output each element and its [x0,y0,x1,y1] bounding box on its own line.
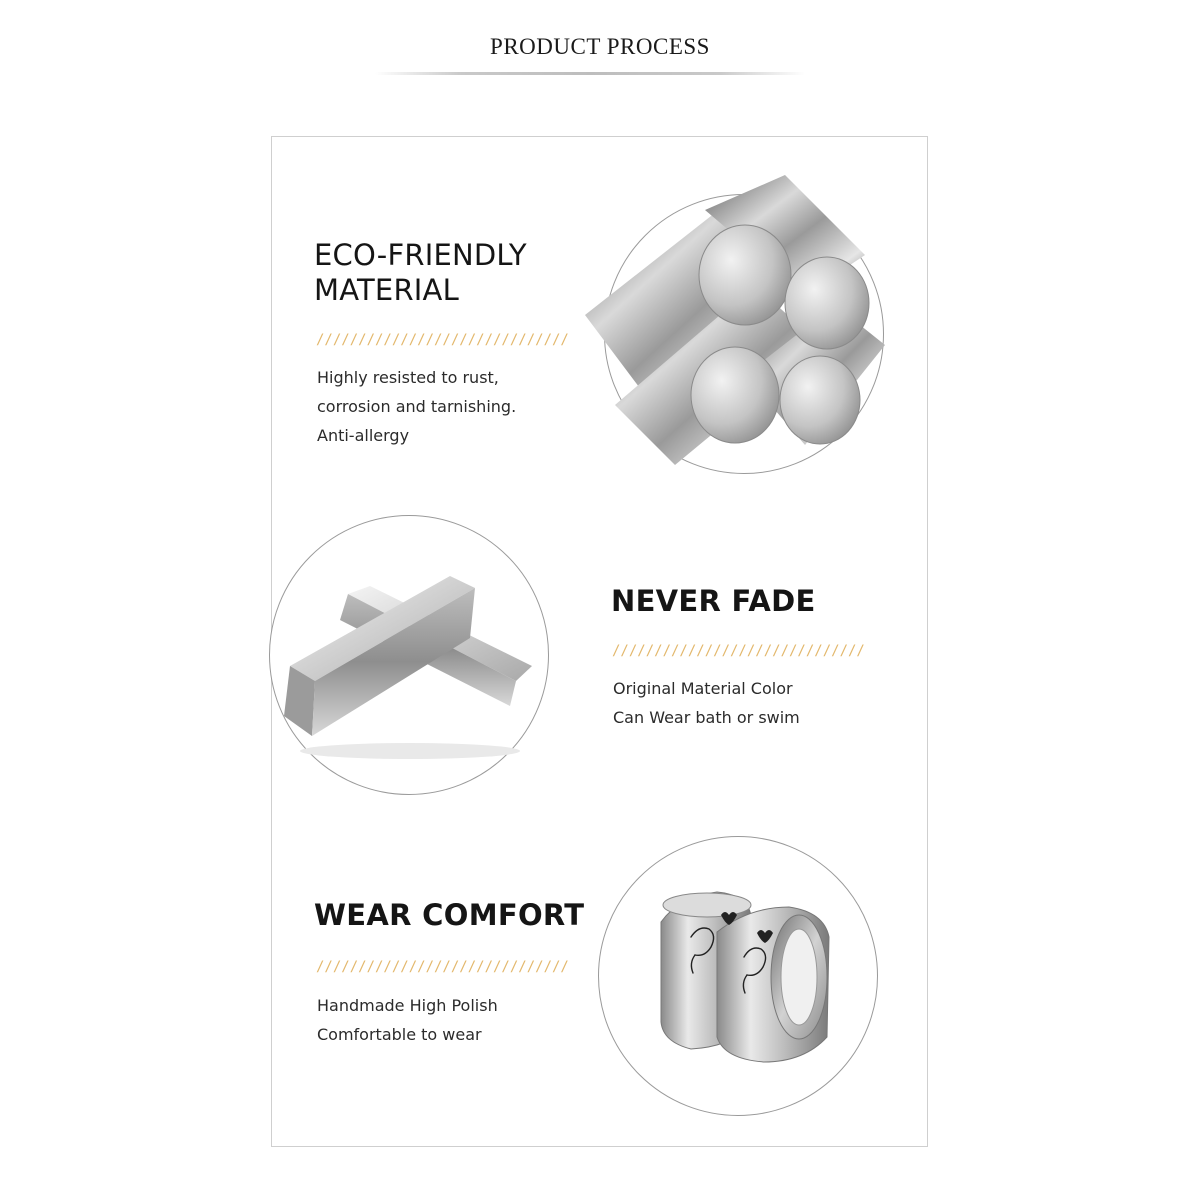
metal-ingots-image [269,515,549,795]
description-line: Comfortable to wear [317,1025,482,1044]
description-line: corrosion and tarnishing. [317,397,517,416]
section-description [317,991,498,1049]
heading-line-2: MATERIAL [314,273,459,308]
slash-decoration: ////////////////////////////// [316,332,569,348]
couple-rings-image [598,836,878,1116]
section-description [613,674,800,732]
description-line: Handmade High Polish [317,996,498,1015]
steel-rods-image [604,194,884,474]
section-heading [314,238,527,309]
page-title: PRODUCT PROCESS [490,34,710,59]
description-line: Original Material Color [613,679,793,698]
section-description [317,363,516,450]
section-heading: WEAR COMFORT [314,898,585,932]
slash-decoration: ////////////////////////////// [316,959,569,975]
title-underline [375,72,805,75]
slash-decoration: ////////////////////////////// [612,643,865,659]
description-line: Can Wear bath or swim [613,708,800,727]
description-line: Anti-allergy [317,426,410,445]
section-heading: NEVER FADE [611,584,816,618]
description-line: Highly resisted to rust, [317,368,499,387]
heading-line-1: ECO-FRIENDLY [314,238,527,272]
